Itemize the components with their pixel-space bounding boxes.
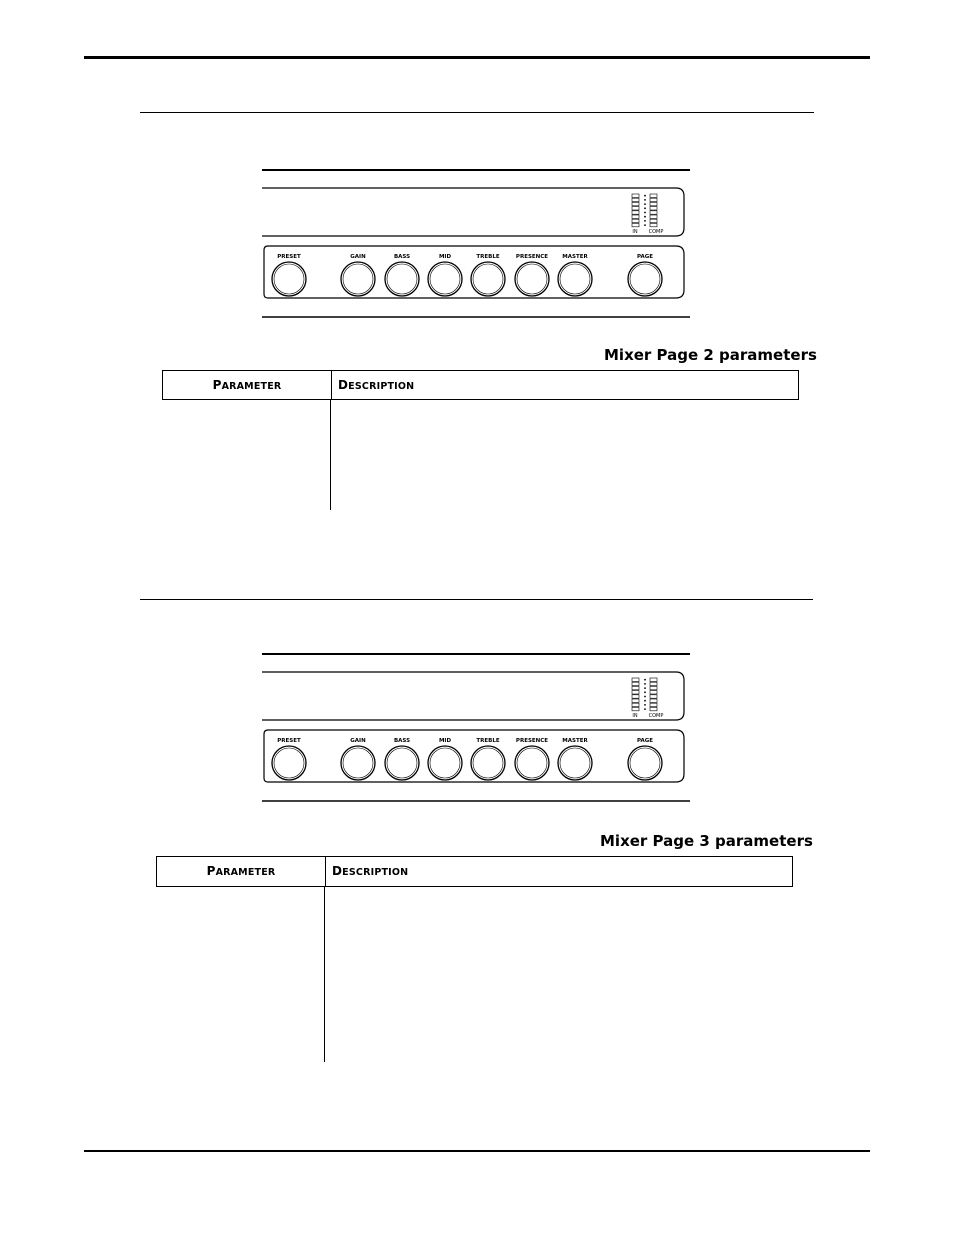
comp-meter-segment <box>650 219 657 222</box>
comp-meter-segment <box>650 695 657 698</box>
comp-meter-segment <box>650 691 657 694</box>
table-header <box>156 856 793 887</box>
comp-meter-label: COMP <box>648 713 664 719</box>
page-knob <box>628 262 662 296</box>
in-meter-label: IN <box>632 229 638 235</box>
meter-scale-tick <box>644 220 646 222</box>
comp-meter-segment <box>650 678 657 681</box>
description-column-header: DESCRIPTION <box>332 864 409 878</box>
presence-knob-label: PRESENCE <box>515 738 549 744</box>
in-meter-segment <box>632 682 639 685</box>
meter-scale-tick <box>644 212 646 214</box>
comp-meter-segment <box>650 207 657 210</box>
meter-scale-tick <box>644 708 646 710</box>
parameter-column-header: PARAMETER <box>206 864 276 878</box>
in-meter-segment <box>632 198 639 201</box>
page-knob-label: PAGE <box>636 738 654 744</box>
master-knob <box>558 746 592 780</box>
header-divider <box>325 857 326 886</box>
preset-knob <box>272 746 306 780</box>
figure-caption-page-3: Mixer Page 3 parameters <box>600 832 813 850</box>
meter-scale-tick <box>644 691 646 693</box>
in-meter-segment <box>632 215 639 218</box>
treble-knob-label: TREBLE <box>476 254 500 260</box>
preset-knob-label: PRESET <box>277 738 301 744</box>
page-knob <box>628 746 662 780</box>
header-divider <box>331 371 332 399</box>
in-meter-segment <box>632 194 639 197</box>
page-top-rule <box>84 56 870 59</box>
in-meter-segment <box>632 678 639 681</box>
table-header <box>162 370 799 400</box>
page-knob-label: PAGE <box>636 254 654 260</box>
bass-knob-label: BASS <box>393 254 411 260</box>
in-meter-segment <box>632 686 639 689</box>
in-meter-segment <box>632 223 639 226</box>
presence-knob <box>515 746 549 780</box>
mid-knob <box>428 262 462 296</box>
in-meter-segment <box>632 691 639 694</box>
parameter-table-page-2 <box>162 370 799 510</box>
comp-meter-segment <box>650 215 657 218</box>
comp-meter-segment <box>650 223 657 226</box>
level-meters <box>632 678 663 719</box>
treble-knob <box>471 746 505 780</box>
knob-row <box>272 738 662 780</box>
column-divider <box>324 887 325 1062</box>
in-meter-segment <box>632 219 639 222</box>
comp-meter-segment <box>650 707 657 710</box>
bass-knob <box>385 262 419 296</box>
gain-knob <box>341 746 375 780</box>
in-meter-label: IN <box>632 713 638 719</box>
description-column-header: DESCRIPTION <box>338 378 415 392</box>
preset-knob-label: PRESET <box>277 254 301 260</box>
level-meters <box>632 194 663 235</box>
comp-meter-segment <box>650 682 657 685</box>
meter-scale-tick <box>644 207 646 209</box>
meter-scale-tick <box>644 195 646 197</box>
section-2-rule <box>140 599 813 600</box>
page-bottom-rule <box>84 1150 870 1152</box>
meter-scale-tick <box>644 696 646 698</box>
meter-scale-tick <box>644 199 646 201</box>
meter-scale-tick <box>644 704 646 706</box>
meter-scale-tick <box>644 683 646 685</box>
amp-panel-page-2 <box>262 168 690 320</box>
display-window <box>262 672 684 720</box>
treble-knob-label: TREBLE <box>476 738 500 744</box>
amp-panel-page-3 <box>262 652 690 804</box>
in-meter-segment <box>632 707 639 710</box>
comp-meter-segment <box>650 703 657 706</box>
mid-knob <box>428 746 462 780</box>
knob-row <box>272 254 662 296</box>
comp-meter-segment <box>650 211 657 214</box>
in-meter-segment <box>632 207 639 210</box>
in-meter-segment <box>632 695 639 698</box>
meter-scale-tick <box>644 700 646 702</box>
amp-front-panel-illustration <box>262 168 690 320</box>
master-knob-label: MASTER <box>562 254 588 260</box>
comp-meter-segment <box>650 202 657 205</box>
meter-scale-tick <box>644 224 646 226</box>
figure-caption-page-2: Mixer Page 2 parameters <box>604 346 817 364</box>
comp-meter-label: COMP <box>648 229 664 235</box>
meter-scale-tick <box>644 687 646 689</box>
display-window <box>262 188 684 236</box>
comp-meter-segment <box>650 194 657 197</box>
in-meter-segment <box>632 699 639 702</box>
comp-meter-segment <box>650 699 657 702</box>
presence-knob-label: PRESENCE <box>515 254 549 260</box>
meter-scale-tick <box>644 203 646 205</box>
parameter-table-page-3 <box>156 856 793 1062</box>
gain-knob <box>341 262 375 296</box>
in-meter-segment <box>632 211 639 214</box>
comp-meter-segment <box>650 686 657 689</box>
comp-meter-segment <box>650 198 657 201</box>
amp-front-panel-illustration <box>262 652 690 804</box>
presence-knob <box>515 262 549 296</box>
column-divider <box>330 400 331 510</box>
preset-knob <box>272 262 306 296</box>
meter-scale-tick <box>644 679 646 681</box>
treble-knob <box>471 262 505 296</box>
mid-knob-label: MID <box>438 254 452 260</box>
bass-knob <box>385 746 419 780</box>
in-meter-segment <box>632 703 639 706</box>
bass-knob-label: BASS <box>393 738 411 744</box>
section-1-rule <box>140 112 814 113</box>
parameter-column-header: PARAMETER <box>212 378 282 392</box>
mid-knob-label: MID <box>438 738 452 744</box>
master-knob-label: MASTER <box>562 738 588 744</box>
master-knob <box>558 262 592 296</box>
gain-knob-label: GAIN <box>350 254 366 260</box>
meter-scale-tick <box>644 216 646 218</box>
in-meter-segment <box>632 202 639 205</box>
gain-knob-label: GAIN <box>350 738 366 744</box>
